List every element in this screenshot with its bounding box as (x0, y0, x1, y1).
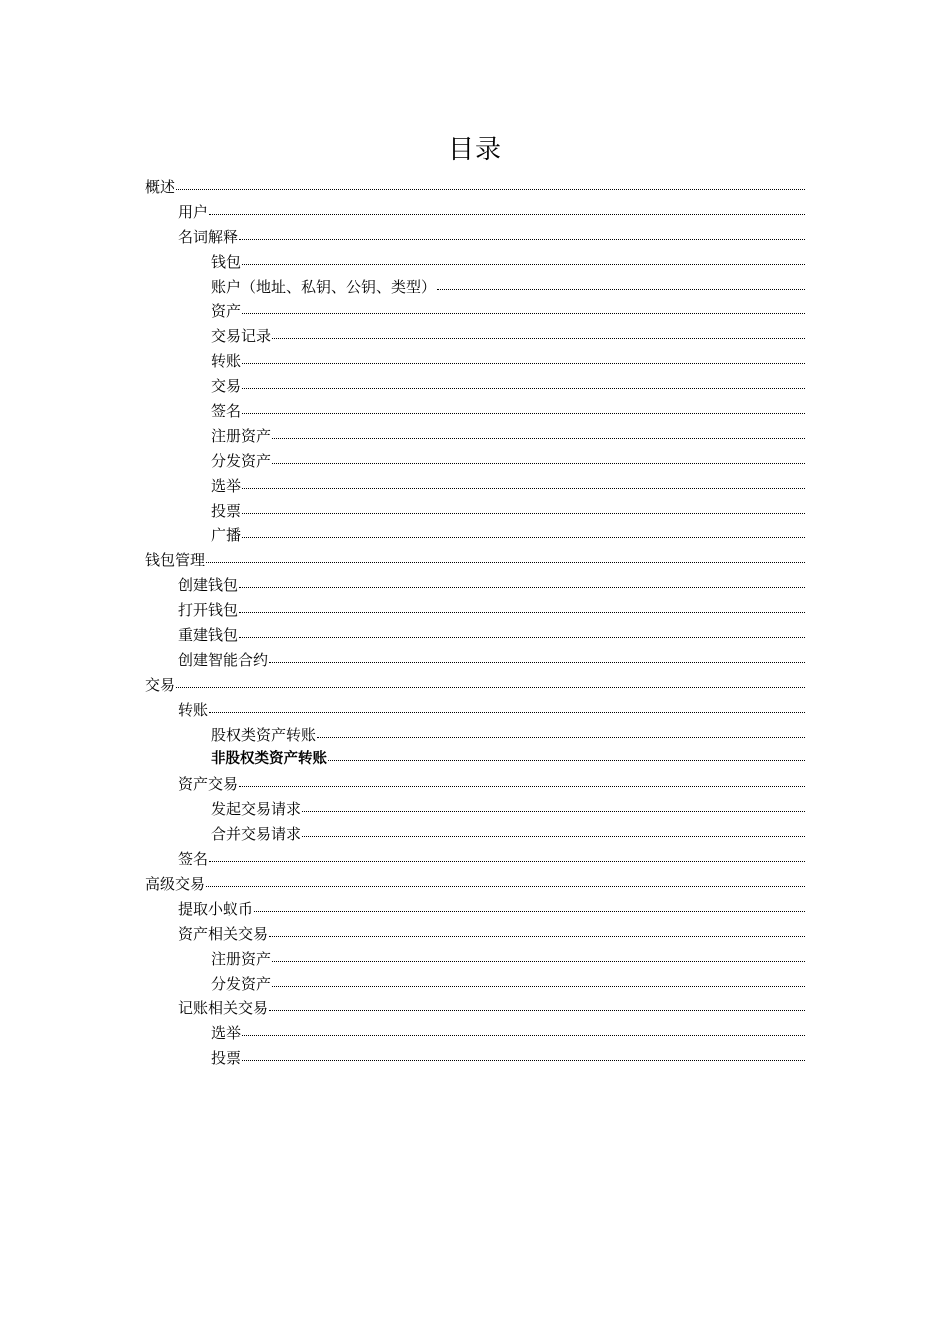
toc-dot-leader (176, 686, 805, 688)
toc-entry-label: 资产交易 (178, 775, 239, 794)
toc-entry-label: 高级交易 (145, 874, 206, 893)
toc-entry[interactable] (145, 797, 805, 822)
toc-entry[interactable] (145, 225, 805, 250)
toc-entry[interactable] (145, 648, 805, 673)
toc-entry-label: 用户 (178, 202, 209, 221)
toc-dot-leader (239, 586, 805, 588)
toc-entry-label: 转账 (178, 700, 209, 719)
toc-dot-leader (242, 1034, 805, 1036)
toc-entry[interactable] (145, 723, 805, 748)
toc-entry-label: 名词解释 (178, 227, 239, 246)
toc-entry-label: 投票 (211, 501, 242, 520)
toc-entry-label: 选举 (211, 476, 242, 495)
toc-dot-leader (272, 437, 805, 439)
toc-entry-label: 选举 (211, 1024, 242, 1043)
toc-entry[interactable] (145, 1046, 805, 1071)
toc-entry-label: 创建智能合约 (178, 650, 269, 669)
toc-dot-leader (302, 835, 805, 837)
toc-dot-leader (209, 711, 805, 713)
toc-entry-label: 股权类资产转账 (211, 725, 317, 744)
toc-dot-leader (242, 263, 805, 265)
toc-entry[interactable] (145, 996, 805, 1021)
toc-entry[interactable] (145, 947, 805, 972)
toc-dot-leader (254, 910, 805, 912)
toc-dot-leader (239, 611, 805, 613)
toc-dot-leader (242, 536, 805, 538)
toc-dot-leader (209, 213, 805, 215)
toc-entry-label: 注册资产 (211, 949, 272, 968)
toc-dot-leader (206, 885, 805, 887)
toc-entry[interactable] (145, 922, 805, 947)
toc-dot-leader (242, 362, 805, 364)
toc-dot-leader (272, 337, 805, 339)
toc-entry[interactable] (145, 772, 805, 797)
toc-entry[interactable] (145, 474, 805, 499)
toc-entry[interactable] (145, 698, 805, 723)
toc-entry-label: 重建钱包 (178, 626, 239, 645)
toc-entry-label: 交易记录 (211, 327, 272, 346)
toc-entry[interactable] (145, 747, 805, 772)
toc-entry-label: 签名 (211, 402, 242, 421)
toc-dot-leader (239, 636, 805, 638)
toc-entry[interactable] (145, 673, 805, 698)
toc-title: 目录 (447, 135, 502, 165)
toc-entry-label: 投票 (211, 1049, 242, 1068)
toc-dot-leader (242, 1059, 805, 1061)
toc-dot-leader (242, 512, 805, 514)
toc-dot-leader (328, 759, 805, 761)
toc-entry[interactable] (145, 822, 805, 847)
toc-dot-leader (206, 561, 805, 563)
toc-entry[interactable] (145, 573, 805, 598)
toc-dot-leader (239, 785, 805, 787)
toc-entry[interactable] (145, 324, 805, 349)
toc-entry[interactable] (145, 847, 805, 872)
toc-entry[interactable] (145, 275, 805, 300)
toc-dot-leader (269, 661, 805, 663)
toc-dot-leader (242, 387, 805, 389)
toc-entry-label: 发起交易请求 (211, 800, 302, 819)
toc-entry[interactable] (145, 598, 805, 623)
toc-dot-leader (242, 487, 805, 489)
toc-dot-leader (437, 288, 805, 290)
toc-entry-label: 概述 (145, 178, 176, 196)
toc-entry-label: 创建钱包 (178, 576, 239, 595)
toc-entry-label: 账户（地址、私钥、公钥、类型） (211, 277, 437, 296)
toc-entry-label: 资产 (211, 302, 242, 321)
toc-entry[interactable] (145, 200, 805, 225)
toc-entry-label: 合并交易请求 (211, 825, 302, 844)
toc-entry[interactable] (145, 972, 805, 997)
toc-entry[interactable] (145, 374, 805, 399)
toc-entry[interactable] (145, 250, 805, 275)
toc-entry[interactable] (145, 349, 805, 374)
toc-entry[interactable] (145, 623, 805, 648)
toc-entry[interactable] (145, 548, 805, 573)
toc-entry-label: 交易 (145, 675, 176, 694)
toc-dot-leader (242, 412, 805, 414)
toc-dot-leader (272, 462, 805, 464)
toc-entry-label: 分发资产 (211, 974, 272, 993)
toc-entry-label: 非股权类资产转账 (211, 751, 327, 768)
toc-entry[interactable] (145, 872, 805, 897)
toc-entry-label: 记账相关交易 (178, 999, 269, 1018)
toc-entry-label: 注册资产 (211, 426, 272, 445)
toc-entry-label: 广播 (211, 526, 242, 545)
toc-dot-leader (317, 736, 805, 738)
toc-dot-leader (176, 188, 805, 190)
toc-dot-leader (269, 1009, 805, 1011)
toc-dot-leader (272, 985, 805, 987)
toc-entry-label: 打开钱包 (178, 601, 239, 620)
toc-entry[interactable] (145, 1021, 805, 1046)
toc-dot-leader (242, 312, 805, 314)
toc-dot-leader (302, 810, 805, 812)
toc-dot-leader (239, 238, 805, 240)
toc-entry-label: 提取小蚁币 (178, 899, 254, 918)
toc-entry-label: 钱包管理 (145, 551, 206, 570)
toc-dot-leader (209, 860, 805, 862)
toc-entry[interactable] (145, 424, 805, 449)
toc-list (145, 175, 805, 1071)
toc-entry[interactable] (145, 399, 805, 424)
toc-entry[interactable] (145, 897, 805, 922)
toc-entry[interactable] (145, 449, 805, 474)
toc-entry[interactable] (145, 175, 805, 200)
toc-entry[interactable] (145, 499, 805, 524)
toc-entry[interactable] (145, 523, 805, 548)
toc-entry-label: 资产相关交易 (178, 924, 269, 943)
toc-entry-label: 交易 (211, 377, 242, 396)
toc-entry-label: 转账 (211, 352, 242, 371)
toc-entry-label: 签名 (178, 850, 209, 869)
toc-dot-leader (269, 935, 805, 937)
toc-dot-leader (272, 960, 805, 962)
toc-entry-label: 钱包 (211, 252, 242, 271)
toc-entry-label: 分发资产 (211, 451, 272, 470)
toc-entry[interactable] (145, 299, 805, 324)
